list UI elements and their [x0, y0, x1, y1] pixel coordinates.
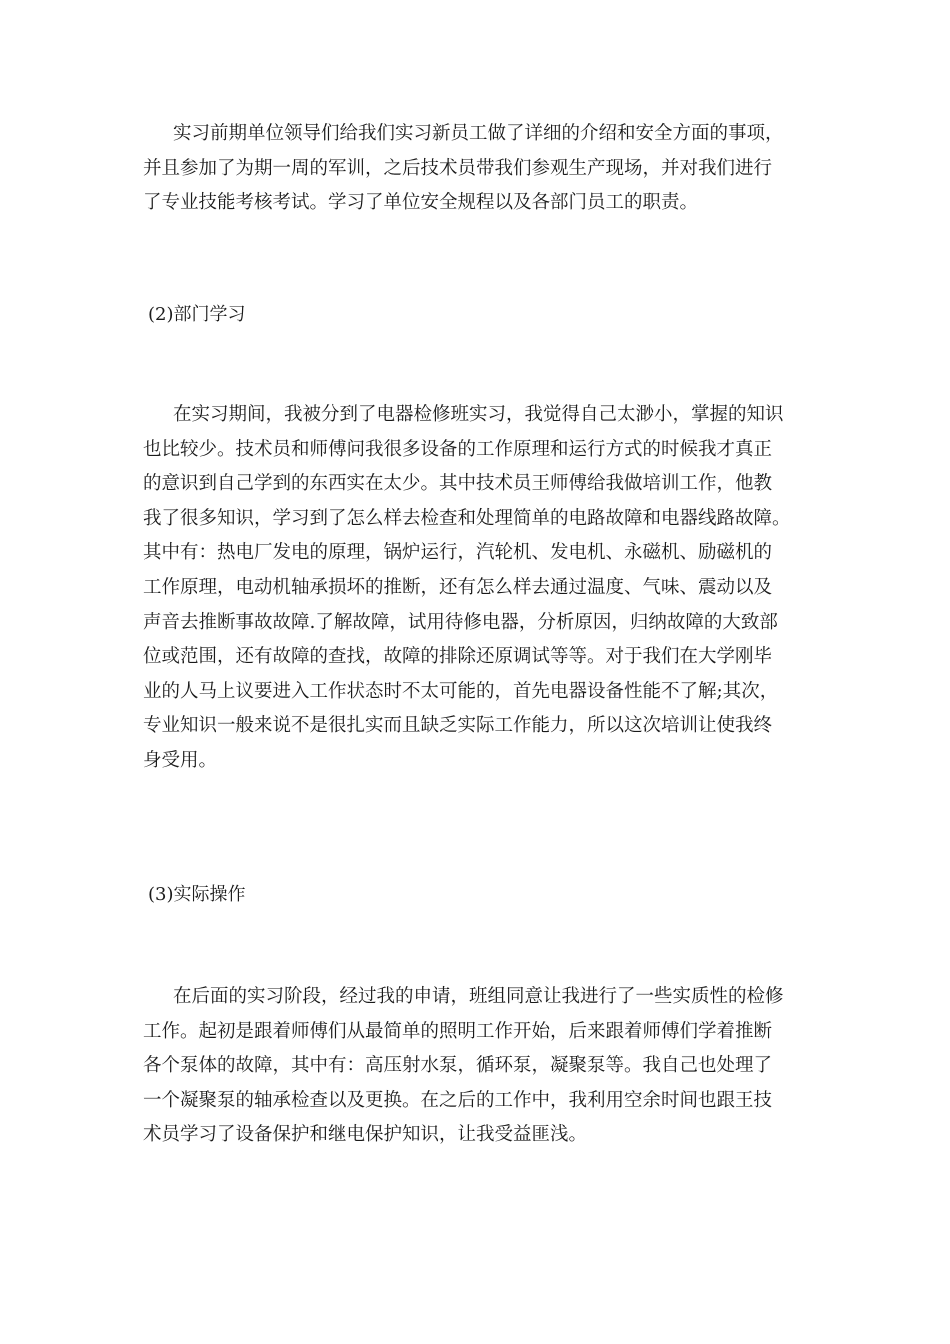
text-line: 各个泵体的故障，其中有：高压射水泵，循环泵，凝聚泵等。我自己也处理了	[143, 1055, 773, 1077]
section-heading-department-study: (2)部门学习	[148, 304, 246, 325]
text-line: 的意识到自己学到的东西实在太少。其中技术员王师傅给我做培训工作，他教	[143, 473, 773, 495]
text-line: 专业知识一般来说不是很扎实而且缺乏实际工作能力，所以这次培训让使我终	[143, 715, 773, 737]
text-line: 并且参加了为期一周的军训，之后技术员带我们参观生产现场，并对我们进行	[143, 157, 773, 179]
text-line: 业的人马上议要进入工作状态时不太可能的，首先电器设备性能不了解;其次，	[143, 680, 779, 702]
text-line: 工作原理，电动机轴承损坏的推断，还有怎么样去通过温度、气味、震动以及	[143, 576, 773, 598]
section-heading-practical-work: (3)实际操作	[148, 884, 246, 905]
text-line: 在实习期间，我被分到了电器检修班实习，我觉得自己太渺小，掌握的知识	[173, 404, 784, 425]
text-line: 也比较少。技术员和师傅问我很多设备的工作原理和运行方式的时候我才真正	[143, 438, 773, 460]
text-line: 位或范围，还有故障的查找，故障的排除还原调试等等。对于我们在大学刚毕	[143, 646, 773, 668]
text-line: 术员学习了设备保护和继电保护知识，让我受益匪浅。	[143, 1124, 588, 1146]
text-line: 了专业技能考核考试。学习了单位安全规程以及各部门员工的职责。	[143, 192, 699, 214]
text-line: 其中有：热电厂发电的原理，锅炉运行，汽轮机、发电机、永磁机、励磁机的	[143, 542, 773, 564]
paragraph-practical-work	[143, 980, 807, 1153]
text-line: 实习前期单位领导们给我们实习新员工做了详细的介绍和安全方面的事项，	[173, 123, 784, 144]
text-line: 身受用。	[143, 749, 218, 771]
text-line: 工作。起初是跟着师傅们从最简单的照明工作开始，后来跟着师傅们学着推断	[143, 1020, 773, 1042]
text-line: 声音去推断事故故障.了解故障，试用待修电器，分析原因，归纳故障的大致部	[143, 611, 778, 633]
paragraph-training-intro	[143, 117, 807, 221]
text-line: 一个凝聚泵的轴承检查以及更换。在之后的工作中，我利用空余时间也跟王技	[143, 1089, 773, 1111]
paragraph-department-study	[143, 398, 807, 779]
text-line: 我了很多知识，学习到了怎么样去检查和处理简单的电路故障和电器线路故障。	[143, 507, 791, 529]
text-line: 在后面的实习阶段，经过我的申请，班组同意让我进行了一些实质性的检修	[173, 986, 784, 1007]
